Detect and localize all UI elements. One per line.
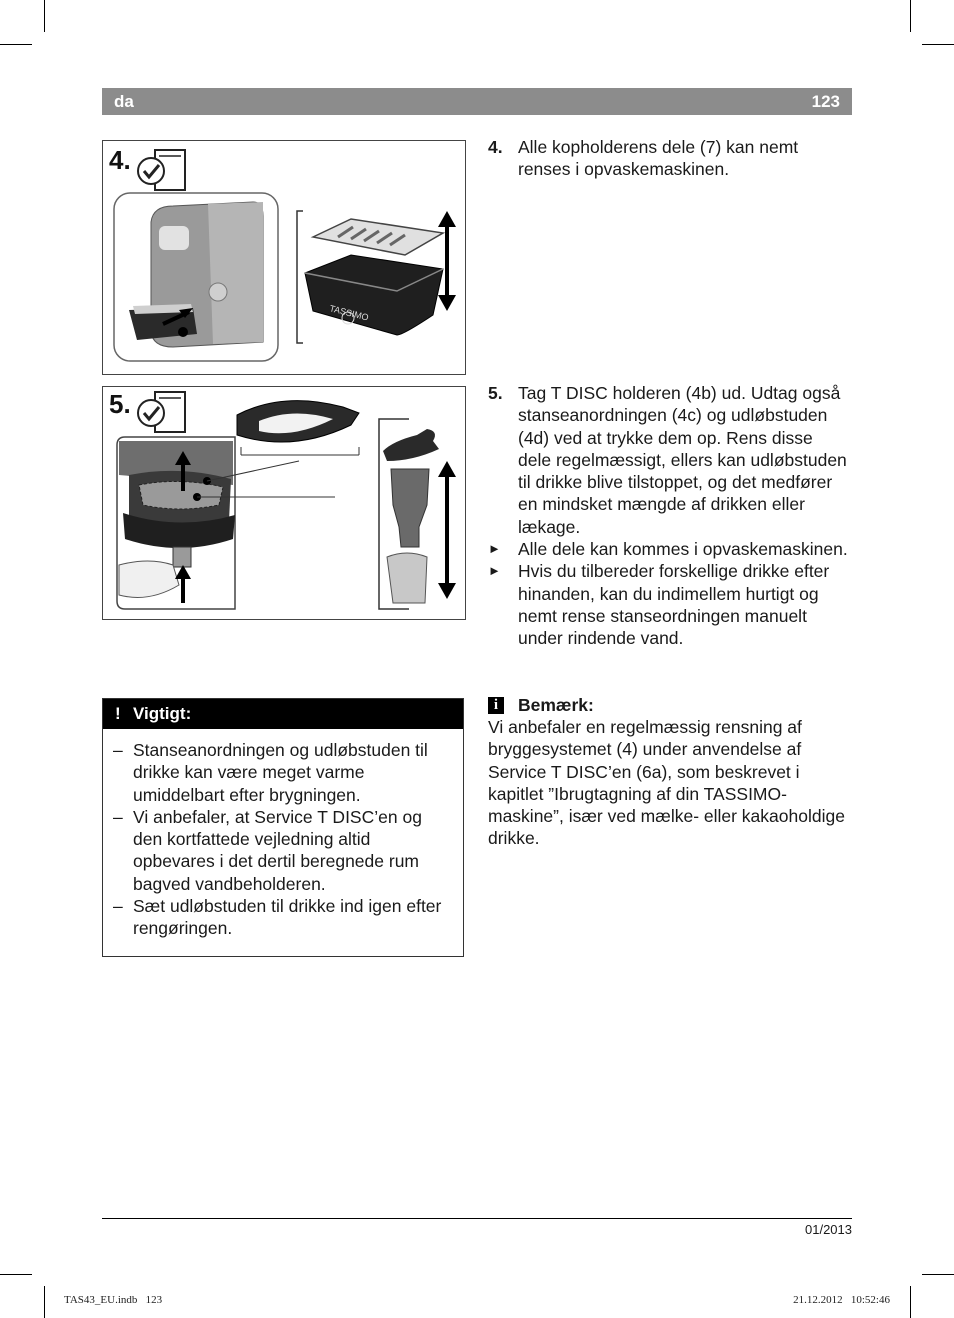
list-item bbox=[488, 538, 848, 560]
dash-bullet: – bbox=[113, 896, 123, 917]
note-text: Vi anbefaler en regelmæssig rensning af bryggesystemet (4) under anvendelse af Service T DISC’en (6a), som beskrevet i kapitlet ”Ibrugtagning af din TASSIMO-maskine”, især ved mælke- eller kakaoholdige drikke. bbox=[488, 717, 845, 849]
bullet-text: Alle dele kan kommes i opvaskemaskinen. bbox=[518, 539, 848, 560]
bullet-text: Hvis du tilbereder forskellige drikke efter hinanden, kan du indimellem hurtigt og nemt rense stanseordningen manuelt under rindende vand. bbox=[518, 561, 830, 649]
machine-illustration bbox=[113, 192, 283, 364]
warning-text: Sæt udløbstuden til drikke ind igen efter rengøringen. bbox=[133, 896, 442, 939]
language-code: da bbox=[114, 92, 134, 111]
footer-rule bbox=[102, 1218, 852, 1219]
warning-header bbox=[103, 699, 463, 729]
list-item bbox=[113, 739, 453, 806]
warning-icon: ! bbox=[115, 704, 121, 723]
crop-mark bbox=[922, 1274, 954, 1275]
list-item bbox=[488, 560, 848, 649]
dash-bullet: – bbox=[113, 806, 123, 827]
crop-mark bbox=[44, 1286, 45, 1318]
footer-date: 01/2013 bbox=[805, 1222, 852, 1237]
figure-4 bbox=[102, 140, 466, 375]
spout-illustration bbox=[373, 417, 465, 617]
warning-box bbox=[102, 698, 464, 957]
figure-5 bbox=[102, 386, 466, 620]
crop-mark bbox=[0, 1274, 32, 1275]
crop-mark bbox=[910, 1286, 911, 1318]
step-number: 5. bbox=[488, 383, 503, 403]
note-section bbox=[488, 694, 848, 850]
triangle-bullet-icon: ► bbox=[488, 563, 501, 579]
figure-number: 5. bbox=[109, 389, 131, 419]
crop-mark bbox=[922, 44, 954, 45]
step-text: Alle kopholderens dele (7) kan nemt renses i opvaskemaskinen. bbox=[518, 137, 799, 180]
dishwasher-safe-icon bbox=[135, 389, 195, 437]
step-text: Tag T DISC holderen (4b) ud. Udtag også stanseanordningen (4c) og udløbstuden (4d) ved at trykke dem op. Rens disse dele regelmæssigt, ellers kan udløbstuden til drikke blive tilstoppet, og det medfører en mindsket mængde af drikken eller lækage. bbox=[518, 383, 847, 537]
list-item bbox=[113, 806, 453, 895]
note-title: Bemærk: bbox=[518, 695, 594, 715]
crop-mark bbox=[44, 0, 45, 32]
triangle-bullet-icon: ► bbox=[488, 541, 501, 557]
crop-mark bbox=[0, 44, 32, 45]
note-header bbox=[488, 694, 848, 716]
page-header bbox=[102, 88, 852, 115]
brand-label: TASSIMO bbox=[328, 303, 370, 323]
warning-text: Stanseanordningen og udløbstuden til drikke kan være meget varme umiddelbart efter brygningen. bbox=[133, 740, 428, 805]
step-5 bbox=[488, 382, 848, 650]
list-item bbox=[113, 895, 453, 940]
print-slug-left: TAS43_EU.indb 123 bbox=[64, 1294, 163, 1306]
step-number: 4. bbox=[488, 137, 503, 157]
warning-title: Vigtigt: bbox=[133, 704, 192, 723]
figure-number: 4. bbox=[109, 145, 131, 175]
info-icon: i bbox=[488, 697, 504, 714]
step-4 bbox=[488, 136, 848, 181]
brewing-unit-illustration bbox=[109, 435, 339, 611]
crop-mark bbox=[910, 0, 911, 32]
dishwasher-safe-icon bbox=[135, 147, 195, 195]
page-number: 123 bbox=[811, 92, 840, 111]
warning-text: Vi anbefaler, at Service T DISC’en og den kortfattede vejledning altid opbevares i det dertil beregnede rum bagved vandbeholderen. bbox=[133, 806, 422, 894]
dash-bullet: – bbox=[113, 740, 123, 760]
print-slug-right: 21.12.2012 10:52:46 bbox=[793, 1294, 890, 1306]
warning-list bbox=[113, 739, 453, 940]
cup-holder-illustration bbox=[293, 207, 463, 347]
